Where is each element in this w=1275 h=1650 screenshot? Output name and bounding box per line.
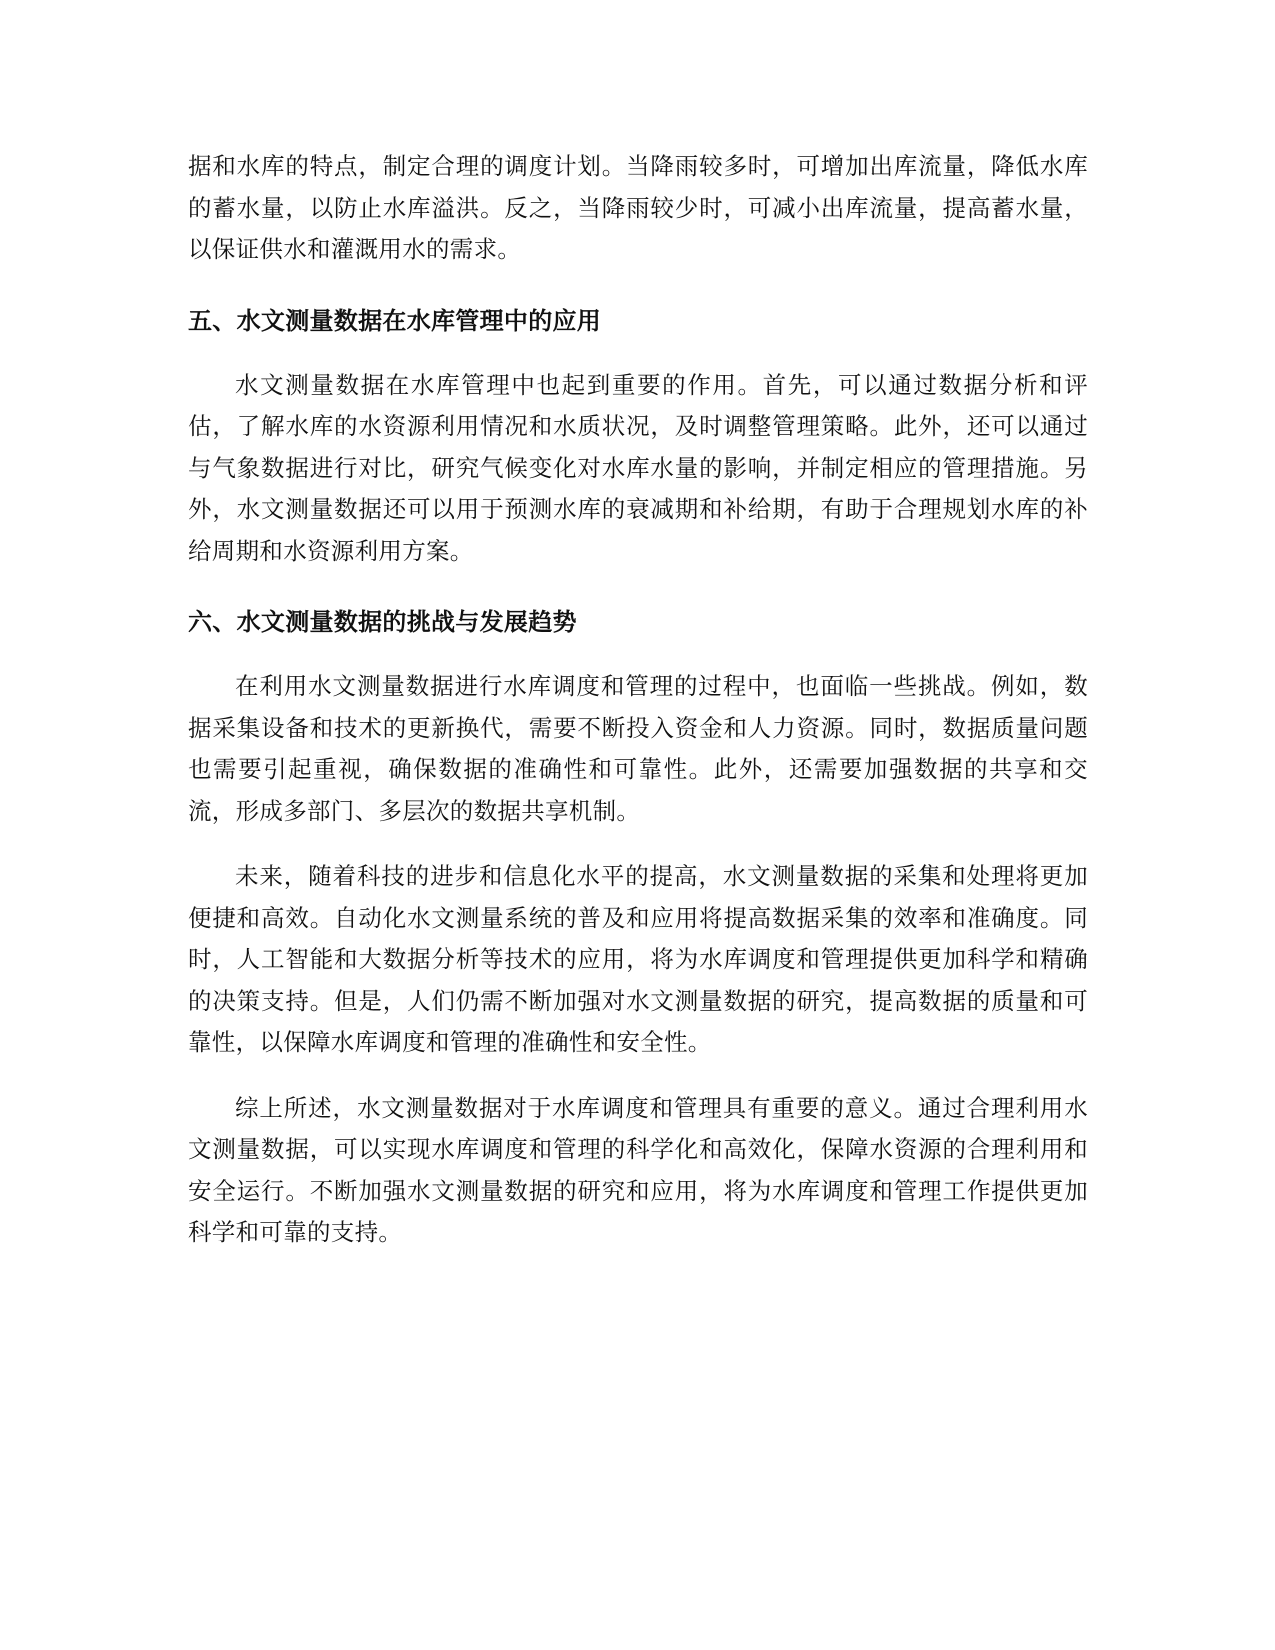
section-6-paragraph-1: 在利用水文测量数据进行水库调度和管理的过程中，也面临一些挑战。例如，数据采集设备和技术的更新换代，需要不断投入资金和人力资源。同时，数据质量问题也需要引起重视，确保数据的准确性和可靠性。此外，还需要加强数据的共享和交流，形成多部门、多层次的数据共享机制。 xyxy=(188,672,1088,825)
section-5-heading: 五、水文测量数据在水库管理中的应用 xyxy=(188,306,602,335)
continued-paragraph: 据和水库的特点，制定合理的调度计划。当降雨较多时，可增加出库流量，降低水库的蓄水量，以防止水库溢洪。反之，当降雨较少时，可减小出库流量，提高蓄水量，以保证供水和灌溉用水的需求。 xyxy=(188,152,1088,263)
section-6-paragraph-2: 未来，随着科技的进步和信息化水平的提高，水文测量数据的采集和处理将更加便捷和高效。自动化水文测量系统的普及和应用将提高数据采集的效率和准确度。同时，人工智能和大数据分析等技术的应用，将为水库调度和管理提供更加科学和精确的决策支持。但是，人们仍需不断加强对水文测量数据的研究，提高数据的质量和可靠性，以保障水库调度和管理的准确性和安全性。 xyxy=(188,862,1088,1056)
document-body xyxy=(188,146,1088,1254)
section-5-paragraph-1: 水文测量数据在水库管理中也起到重要的作用。首先，可以通过数据分析和评估，了解水库的水资源利用情况和水质状况，及时调整管理策略。此外，还可以通过与气象数据进行对比，研究气候变化对水库水量的影响，并制定相应的管理措施。另外，水文测量数据还可以用于预测水库的衰减期和补给期，有助于合理规划水库的补给周期和水资源利用方案。 xyxy=(188,370,1088,565)
section-6-heading: 六、水文测量数据的挑战与发展趋势 xyxy=(188,608,577,636)
section-6-paragraph-3: 综上所述，水文测量数据对于水库调度和管理具有重要的意义。通过合理利用水文测量数据，可以实现水库调度和管理的科学化和高效化，保障水资源的合理利用和安全运行。不断加强水文测量数据的研究和应用，将为水库调度和管理工作提供更加科学和可靠的支持。 xyxy=(188,1093,1088,1246)
